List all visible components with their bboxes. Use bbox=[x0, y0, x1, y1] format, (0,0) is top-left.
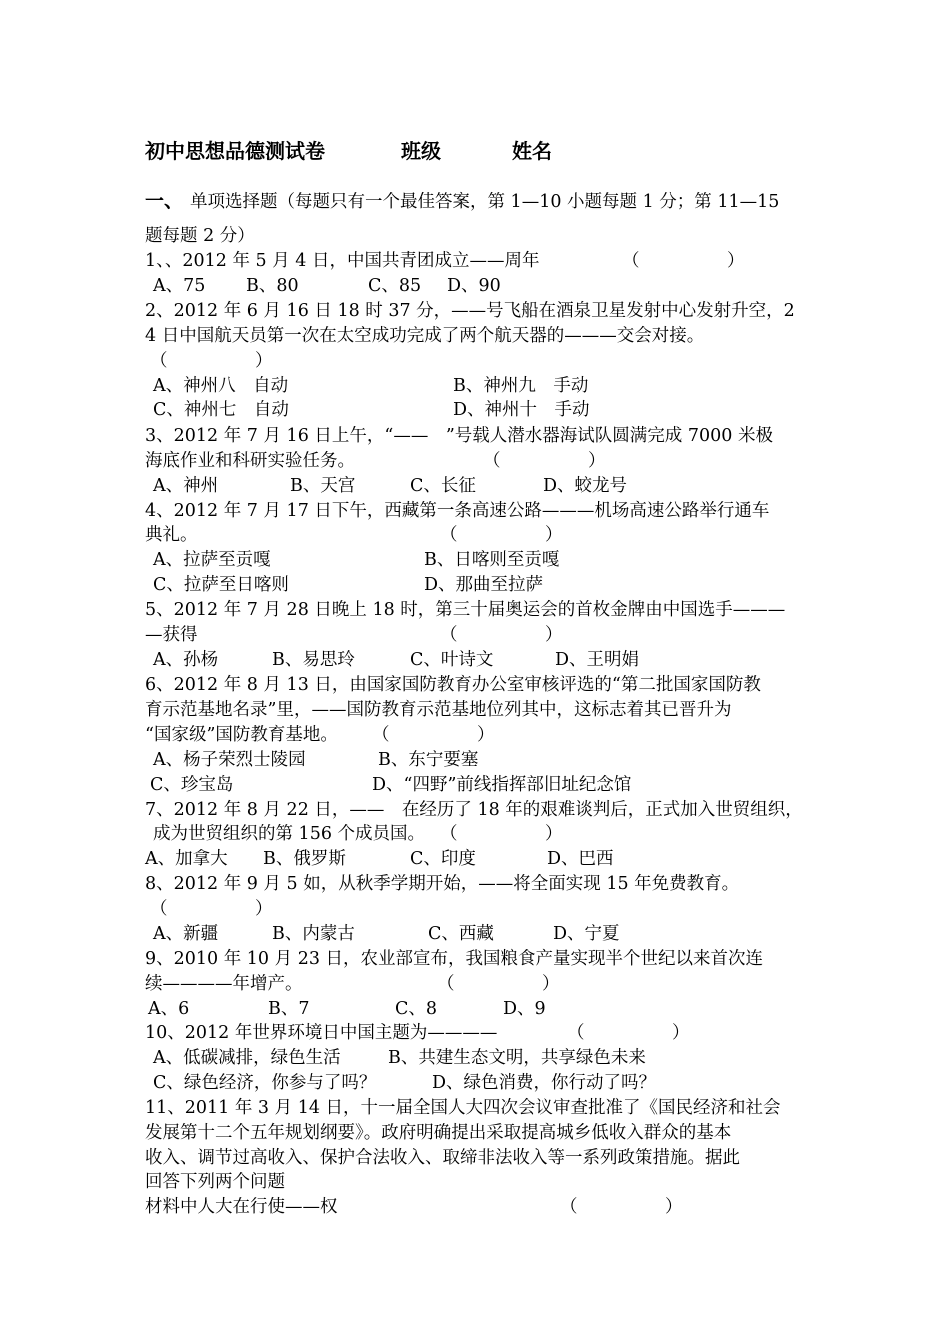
question-5-stem: 5、2012 年 7 月 28 日晚上 18 时，第三十届奥运会的首枚金牌由中国选手——— bbox=[145, 600, 786, 620]
question-6-option-d: D、“四野”前线指挥部旧址纪念馆 bbox=[372, 775, 632, 795]
question-2-option-a: A、神州八 自动 bbox=[153, 376, 289, 396]
question-11-stem-cont2: 收入、调节过高收入、保护合法收入、取缔非法收入等一系列政策措施。据此 bbox=[145, 1148, 740, 1168]
question-11-blank: （ ） bbox=[560, 1197, 683, 1217]
question-7-blank: （ ） bbox=[440, 824, 563, 844]
question-8-option-d: D、宁夏 bbox=[553, 924, 620, 944]
section-instruction: 单项选择题（每题只有一个最佳答案，第 1—10 小题每题 1 分；第 11—15 bbox=[190, 192, 780, 212]
question-3-stem-cont: 海底作业和科研实验任务。 bbox=[145, 451, 355, 471]
question-8-blank: （ ） bbox=[150, 899, 273, 919]
question-4-option-b: B、日喀则至贡嘎 bbox=[424, 550, 560, 570]
question-2-option-d: D、神州十 手动 bbox=[453, 400, 590, 420]
question-9-blank: （ ） bbox=[437, 974, 560, 994]
question-1-blank: （ ） bbox=[622, 251, 745, 271]
question-1-option-d: D、90 bbox=[447, 276, 501, 296]
question-7-stem-cont: 成为世贸组织的第 156 个成员国。 bbox=[153, 824, 426, 844]
question-6-stem-cont2: “国家级”国防教育基地。 bbox=[145, 725, 338, 745]
question-4-option-a: A、拉萨至贡嘎 bbox=[153, 550, 271, 570]
question-8-option-a: A、新疆 bbox=[153, 924, 219, 944]
question-8-stem: 8、2012 年 9 月 5 如，从秋季学期开始，——将全面实现 15 年免费教育。 bbox=[145, 874, 740, 894]
question-6-blank: （ ） bbox=[372, 725, 495, 745]
question-6-stem: 6、2012 年 8 月 13 日，由国家国防教育办公室审核评选的“第二批国家国防教 bbox=[145, 675, 761, 695]
question-1-option-a: A、75 bbox=[153, 276, 206, 296]
question-7-stem: 7、2012 年 8 月 22 日，—— 在经历了 18 年的艰难谈判后，正式加入世贸组织， bbox=[145, 800, 803, 820]
question-9-option-c: C、8 bbox=[395, 999, 438, 1019]
question-6-option-b: B、东宁要塞 bbox=[378, 750, 479, 770]
question-11-stem-cont3: 回答下列两个问题 bbox=[145, 1172, 285, 1192]
question-5-option-b: B、易思玲 bbox=[272, 650, 355, 670]
question-7-option-b: B、俄罗斯 bbox=[263, 849, 346, 869]
question-11-sub-stem: 材料中人大在行使——权 bbox=[145, 1197, 338, 1217]
question-2-option-b: B、神州九 手动 bbox=[453, 376, 589, 396]
question-2-option-c: C、神州七 自动 bbox=[153, 400, 289, 420]
question-1-option-c: C、85 bbox=[368, 276, 422, 296]
question-9-stem-cont: 续————年增产。 bbox=[145, 974, 303, 994]
question-2-blank: （ ） bbox=[150, 351, 273, 371]
question-10-option-c: C、绿色经济，你参与了吗？ bbox=[153, 1073, 377, 1093]
question-3-option-d: D、蛟龙号 bbox=[543, 476, 628, 496]
question-3-option-c: C、长征 bbox=[410, 476, 476, 496]
question-10-option-a: A、低碳减排，绿色生活 bbox=[153, 1048, 341, 1068]
question-9-stem: 9、2010 年 10 月 23 日，农业部宣布，我国粮食产量实现半个世纪以来首次连 bbox=[145, 949, 764, 969]
question-7-option-c: C、印度 bbox=[410, 849, 476, 869]
question-10-blank: （ ） bbox=[567, 1023, 690, 1043]
question-5-option-a: A、孙杨 bbox=[153, 650, 219, 670]
question-9-option-a: A、6 bbox=[148, 999, 190, 1019]
question-5-stem-cont: —获得 bbox=[145, 625, 198, 645]
question-4-stem-cont: 典礼。 bbox=[145, 525, 198, 545]
question-7-option-a: A、加拿大 bbox=[145, 849, 228, 869]
question-5-option-d: D、王明娟 bbox=[555, 650, 640, 670]
question-6-stem-cont: 育示范基地名录”里，——国防教育示范基地位列其中，这标志着其已晋升为 bbox=[145, 700, 732, 720]
question-10-option-d: D、绿色消费，你行动了吗？ bbox=[432, 1073, 657, 1093]
question-4-option-c: C、拉萨至日喀则 bbox=[153, 575, 289, 595]
question-6-option-c: C、珍宝岛 bbox=[150, 775, 234, 795]
question-11-stem-cont: 发展第十二个五年规划纲要》。政府明确提出采取提高城乡低收入群众的基本 bbox=[145, 1123, 732, 1143]
question-5-option-c: C、叶诗文 bbox=[410, 650, 494, 670]
question-3-blank: （ ） bbox=[483, 451, 606, 471]
question-10-stem: 10、2012 年世界环境日中国主题为———— bbox=[145, 1023, 498, 1043]
question-2-stem: 2、2012 年 6 月 16 日 18 时 37 分，——号飞船在酒泉卫星发射中心发射升空，2 bbox=[145, 301, 795, 321]
question-4-stem: 4、2012 年 7 月 17 日下午，西藏第一条高速公路———机场高速公路举行通车 bbox=[145, 501, 770, 521]
class-label: 班级 bbox=[401, 139, 441, 163]
question-4-option-d: D、那曲至拉萨 bbox=[424, 575, 544, 595]
question-6-option-a: A、杨子荣烈士陵园 bbox=[153, 750, 306, 770]
question-11-stem: 11、2011 年 3 月 14 日，十一届全国人大四次会议审查批准了《国民经济和社会 bbox=[145, 1098, 781, 1118]
question-9-option-d: D、9 bbox=[503, 999, 546, 1019]
section-instruction-cont: 题每题 2 分） bbox=[145, 226, 255, 246]
section-number: 一、 bbox=[145, 190, 184, 212]
exam-title: 初中思想品德测试卷 bbox=[145, 139, 325, 163]
question-10-option-b: B、共建生态文明，共享绿色未来 bbox=[388, 1048, 646, 1068]
question-1-stem: 1、、2012 年 5 月 4 日，中国共青团成立——周年 bbox=[145, 251, 540, 271]
name-label: 姓名 bbox=[512, 139, 552, 163]
question-3-stem: 3、2012 年 7 月 16 日上午，“—— ”号载人潜水器海试队圆满完成 7000 米极 bbox=[145, 426, 773, 446]
question-9-option-b: B、7 bbox=[268, 999, 310, 1019]
question-5-blank: （ ） bbox=[440, 625, 563, 645]
question-3-option-b: B、天宫 bbox=[290, 476, 356, 496]
question-1-option-b: B、80 bbox=[246, 276, 299, 296]
question-3-option-a: A、神州 bbox=[153, 476, 219, 496]
question-8-option-c: C、西藏 bbox=[428, 924, 494, 944]
question-8-option-b: B、内蒙古 bbox=[272, 924, 355, 944]
question-4-blank: （ ） bbox=[440, 525, 563, 545]
question-2-stem-cont: 4 日中国航天员第一次在太空成功完成了两个航天器的———交会对接。 bbox=[145, 326, 705, 346]
question-7-option-d: D、巴西 bbox=[547, 849, 614, 869]
